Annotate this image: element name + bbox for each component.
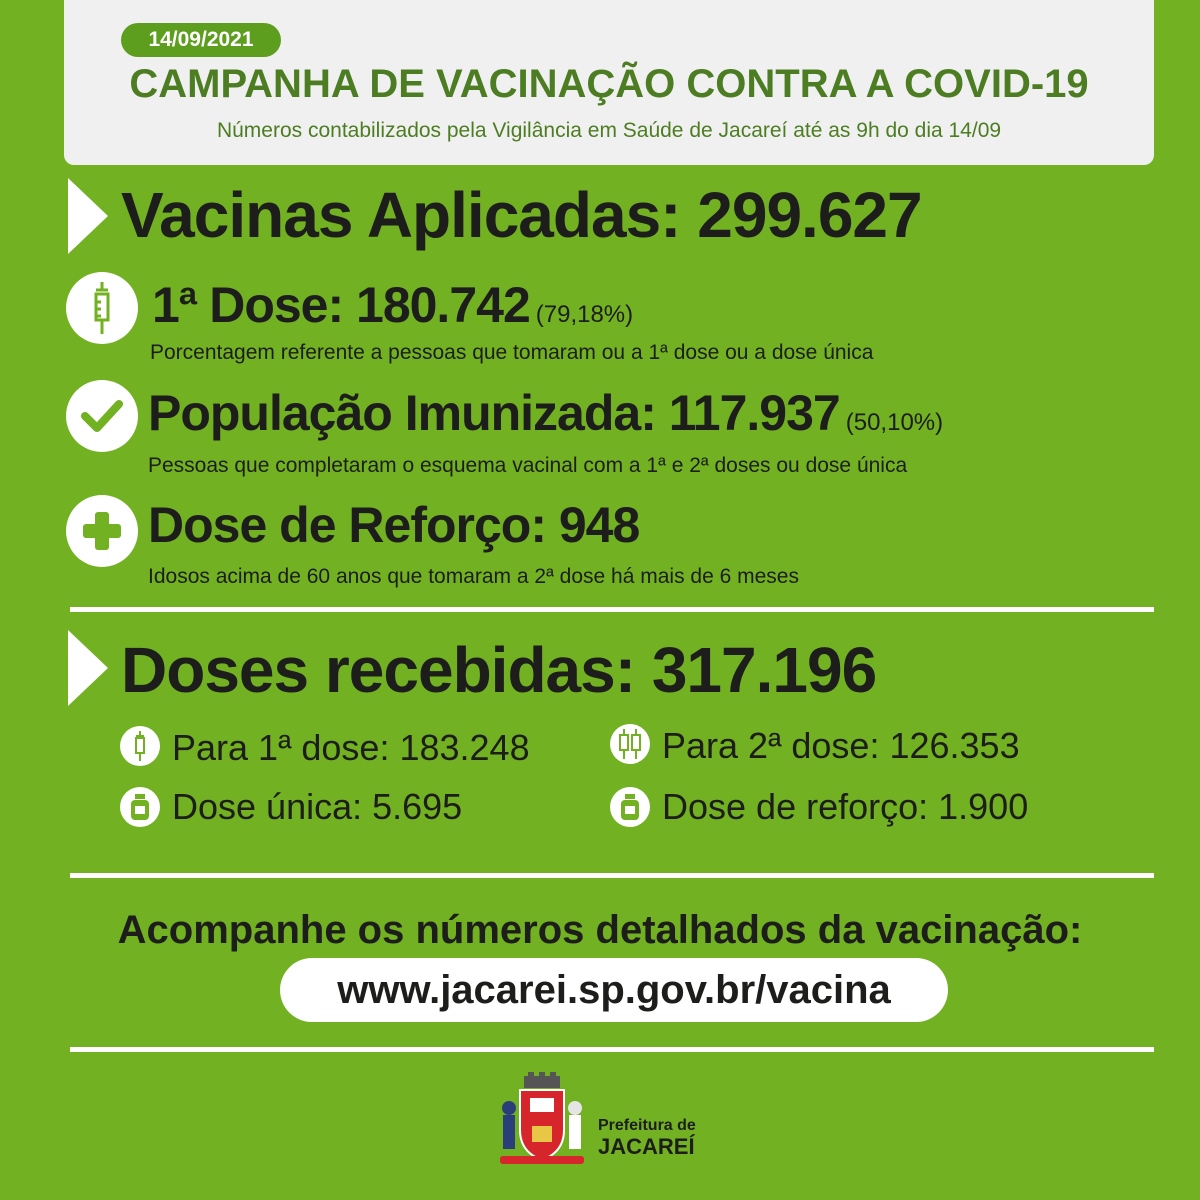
immunized-description: Pessoas que completaram o esquema vacinal com a 1ª e 2ª doses ou dose única (148, 454, 908, 477)
divider (70, 873, 1154, 878)
received-second-dose: Para 2ª dose: 126.353 (662, 725, 1020, 766)
received-first-dose: Para 1ª dose: 183.248 (172, 727, 530, 768)
vaccine-url-link[interactable]: www.jacarei.sp.gov.br/vacina (280, 958, 948, 1022)
plus-icon (66, 495, 138, 567)
double-syringe-icon (610, 724, 650, 764)
vial-icon (610, 787, 650, 827)
logo-line-1: Prefeitura de (598, 1117, 696, 1134)
first-dose-percent: (79,18%) (535, 301, 634, 328)
vial-icon (120, 787, 160, 827)
first-dose-description: Porcentagem referente a pessoas que tomaram ou a 1ª dose ou a dose única (150, 341, 874, 364)
first-dose-label: 1ª Dose: 180.742 (152, 277, 530, 333)
logo-line-2: JACAREÍ (598, 1133, 695, 1159)
date-badge: 14/09/2021 (121, 23, 281, 57)
immunized-percent: (50,10%) (845, 409, 944, 436)
applied-title: Vacinas Aplicadas: 299.627 (121, 179, 922, 251)
follow-cta: Acompanhe os números detalhados da vacinação: (117, 908, 1083, 952)
city-crest-logo (494, 1072, 590, 1168)
arrow-right-icon (68, 178, 108, 254)
check-icon (66, 380, 138, 452)
immunized-label: População Imunizada: 117.937 (148, 385, 840, 441)
city-hall-name (598, 1117, 696, 1159)
divider (70, 1047, 1154, 1052)
received-single-dose: Dose única: 5.695 (172, 786, 463, 827)
first-dose-stat (152, 276, 633, 334)
campaign-subtitle: Números contabilizados pela Vigilância em Saúde de Jacareí até as 9h do dia 14/09 (216, 119, 1002, 142)
booster-description: Idosos acima de 60 anos que tomaram a 2ª dose há mais de 6 meses (148, 565, 799, 588)
divider (70, 607, 1154, 612)
received-booster-dose: Dose de reforço: 1.900 (662, 786, 1029, 827)
campaign-title: CAMPANHA DE VACINAÇÃO CONTRA A COVID-19 (129, 62, 1089, 106)
syringe-icon (120, 726, 160, 766)
immunized-stat (148, 384, 943, 442)
arrow-right-icon (68, 630, 108, 706)
received-title: Doses recebidas: 317.196 (121, 634, 877, 706)
syringe-icon (66, 272, 138, 344)
booster-stat: Dose de Reforço: 948 (148, 497, 640, 553)
